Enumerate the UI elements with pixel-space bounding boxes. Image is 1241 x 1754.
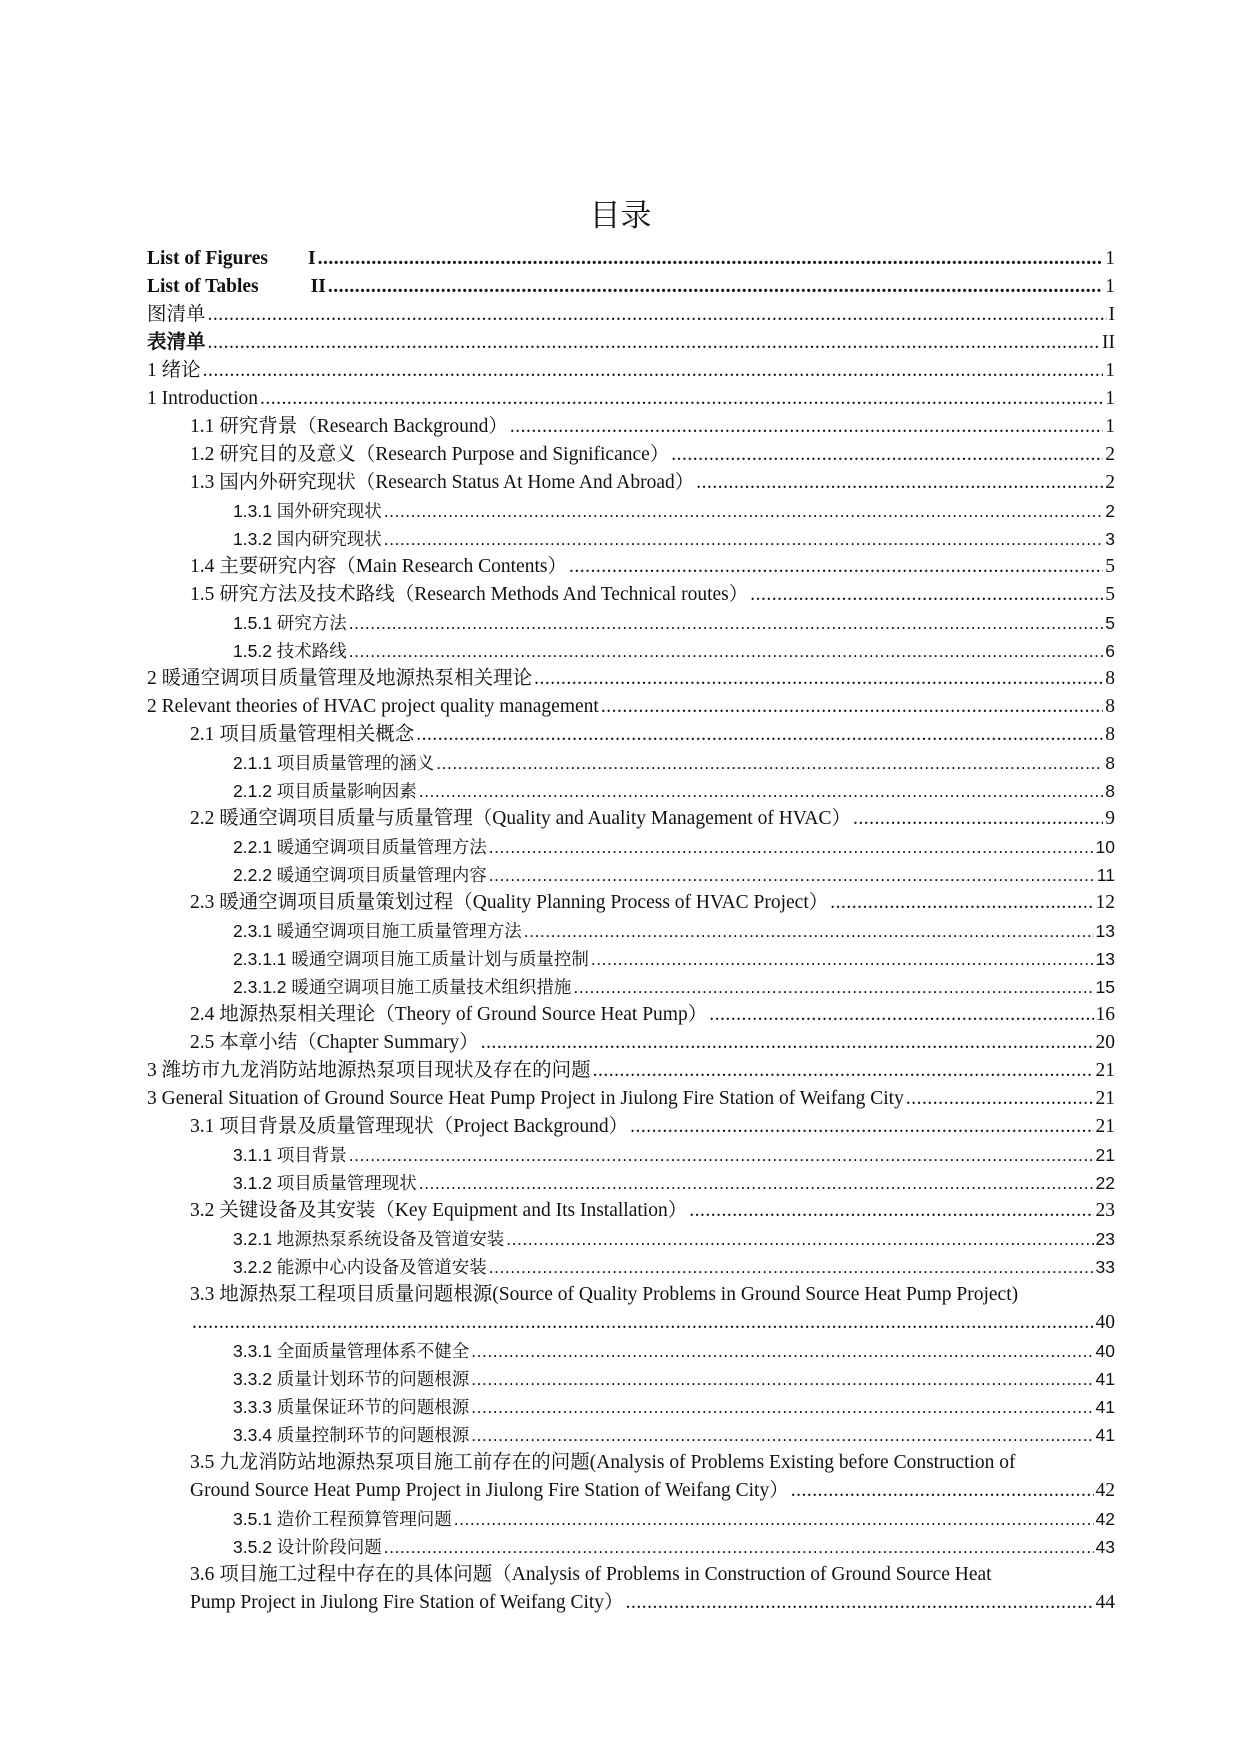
toc-entry-label: 1.5.1 研究方法 [233,613,347,633]
toc-dot-leader [510,413,1103,441]
toc-page-number: 21 [1095,1116,1115,1137]
toc-dot-leader [416,721,1103,749]
toc-entry-label: 3.1.2 项目质量管理现状 [233,1173,417,1193]
toc-entry[interactable] [147,609,1115,637]
toc-entry-label: 图清单 [147,304,206,325]
toc-page-number: 12 [1095,892,1115,913]
toc-dot-leader [489,1253,1094,1281]
toc-dot-leader [630,1113,1093,1141]
toc-entry-label: 3.1 项目背景及质量管理现状（Project Background） [190,1116,629,1137]
toc-entry[interactable] [147,329,1115,357]
toc-dot-leader [534,665,1103,693]
toc-page-number: 2 [1105,501,1115,521]
toc-entry[interactable] [147,833,1115,861]
toc-entry[interactable] [147,693,1115,721]
toc-dot-leader [906,1085,1094,1113]
toc-dot-leader [830,889,1093,917]
toc-entry-roman: I [307,248,316,269]
toc-entry-label: 3.2 关键设备及其安装（Key Equipment and Its Installation） [190,1200,688,1221]
toc-entry-label: 1.5 研究方法及技术路线（Research Methods And Technical routes） [190,584,749,605]
toc-entry[interactable] [147,1393,1115,1421]
toc-entry[interactable] [147,1001,1115,1029]
toc-dot-leader [349,609,1103,637]
toc-dot-leader [203,357,1104,385]
toc-entry-label: 2.2 暖通空调项目质量与质量管理（Quality and Auality Management of HVAC） [190,808,851,829]
toc-dot-leader [591,945,1094,973]
toc-page-number: 41 [1095,1425,1115,1445]
toc-entry-label: 1.5.2 技术路线 [233,641,347,661]
toc-entry-label: Pump Project in Jiulong Fire Station of Weifang City） [190,1592,624,1613]
toc-entry[interactable] [147,973,1115,1001]
page-title: 目录 [589,198,652,233]
toc-entry[interactable] [147,1169,1115,1197]
toc-dot-leader [471,1393,1093,1421]
toc-entry[interactable] [147,553,1115,581]
toc-entry[interactable] [147,805,1115,833]
toc-entry-label: 2.1.2 项目质量影响因素 [233,781,417,801]
toc-dot-leader [791,1477,1094,1505]
toc-page-number: 6 [1105,641,1115,661]
toc-page-number: 41 [1095,1369,1115,1389]
toc-page-number: 8 [1105,668,1115,689]
toc-dot-leader [384,1533,1094,1561]
toc-entry-label: 3 潍坊市九龙消防站地源热泵项目现状及存在的问题 [147,1060,591,1081]
toc-dot-leader [626,1589,1094,1617]
toc-entry[interactable] [147,301,1115,329]
toc-entry-label: 1.3.2 国内研究现状 [233,529,382,549]
toc-dot-leader [750,581,1103,609]
toc-dot-leader [208,301,1107,329]
toc-entry-label: Ground Source Heat Pump Project in Jiulong Fire Station of Weifang City） [190,1480,789,1501]
toc-page-number: 21 [1095,1145,1115,1165]
toc-entry[interactable] [147,1421,1115,1449]
toc-page-number: 1 [1105,276,1115,297]
toc-page-number: 40 [1095,1341,1115,1361]
toc-entry[interactable] [147,721,1115,749]
toc-entry-label: List of Figures [147,248,268,269]
toc-entry-label: 3.2.1 地源热泵系统设备及管道安装 [233,1229,505,1249]
toc-entry-label: 2.4 地源热泵相关理论（Theory of Ground Source Heat Pump） [190,1004,708,1025]
toc-page-number: 2 [1105,444,1115,465]
toc-entry-label: 2 暖通空调项目质量管理及地源热泵相关理论 [147,668,533,689]
toc-entry-label: 2.5 本章小结（Chapter Summary） [190,1032,479,1053]
toc-entry[interactable] [147,1029,1115,1057]
toc-page-number: 16 [1095,1004,1115,1025]
toc-page-number: 3 [1105,529,1115,549]
toc-entry-label: 3.5.2 设计阶段问题 [233,1537,382,1557]
toc-page-number: 42 [1095,1509,1115,1529]
toc-entry-label: 2.3.1 暖通空调项目施工质量管理方法 [233,921,522,941]
toc-entry[interactable] [147,357,1115,385]
toc-entry[interactable] [147,1085,1115,1113]
toc-page-number: 20 [1095,1032,1115,1053]
toc-page-number: 1 [1105,248,1115,269]
toc-page-number: 21 [1095,1088,1115,1109]
toc-entry[interactable] [147,469,1115,497]
toc-entry-label: 3.3.3 质量保证环节的问题根源 [233,1397,470,1417]
toc-dot-leader [524,917,1094,945]
toc-page-number: 10 [1095,837,1115,857]
toc-entry[interactable] [147,945,1115,973]
toc-entry-label: 2.2.1 暖通空调项目质量管理方法 [233,837,487,857]
toc-entry[interactable] [147,917,1115,945]
toc-page-number: 5 [1105,556,1115,577]
toc-entry[interactable] [147,1197,1115,1225]
toc-dot-leader [349,1141,1094,1169]
toc-entry[interactable] [147,637,1115,665]
toc-entry[interactable] [147,1505,1115,1533]
toc-entry[interactable] [147,1225,1115,1253]
toc-dot-leader [471,1421,1093,1449]
toc-page-number: 44 [1095,1592,1115,1613]
toc-dot-leader [384,497,1103,525]
toc-dot-leader [328,273,1103,301]
table-of-contents [147,245,1115,1617]
toc-page-number: 11 [1096,865,1115,885]
toc-entry[interactable] [147,777,1115,805]
toc-entry[interactable] [147,889,1115,917]
toc-entry[interactable] [147,1113,1115,1141]
toc-page-number: 41 [1095,1397,1115,1417]
toc-dot-leader [318,245,1104,273]
toc-page-number: 8 [1105,753,1115,773]
toc-dot-leader [471,1337,1093,1365]
toc-entry[interactable] [147,1253,1115,1281]
toc-entry-list-of-tables[interactable] [147,273,1115,301]
toc-page-number: 9 [1105,808,1115,829]
toc-entry-continuation[interactable] [147,1309,1115,1337]
toc-dot-leader [481,1029,1094,1057]
toc-entry-label: 1.1 研究背景（Research Background） [190,416,508,437]
toc-dot-leader [260,385,1103,413]
toc-page-number: 5 [1105,613,1115,633]
toc-entry[interactable] [147,385,1115,413]
toc-page-number: 5 [1105,584,1115,605]
toc-page-number: 40 [1095,1312,1115,1333]
toc-entry-label: 2.1 项目质量管理相关概念 [190,724,415,745]
toc-entry-label: 1.2 研究目的及意义（Research Purpose and Significance） [190,444,670,465]
toc-entry-continuation[interactable] [147,1589,1115,1617]
toc-page-number: 13 [1095,921,1115,941]
toc-dot-leader [671,441,1103,469]
toc-entry[interactable] [147,1141,1115,1169]
toc-dot-leader [709,1001,1093,1029]
toc-entry-list-of-figures[interactable] [147,245,1115,273]
toc-entry-label: 3.1.1 项目背景 [233,1145,347,1165]
toc-dot-leader [208,329,1100,357]
toc-entry[interactable] [147,1365,1115,1393]
toc-entry[interactable] [147,749,1115,777]
toc-dot-leader [593,1057,1094,1085]
toc-page-number: 13 [1095,949,1115,969]
toc-entry-roman: II [310,276,326,297]
toc-dot-leader [192,1309,1094,1337]
toc-entry-multiline[interactable] [147,1561,1115,1589]
toc-page-number: 23 [1095,1229,1115,1249]
toc-page-number: 8 [1105,781,1115,801]
toc-page-number: 22 [1095,1173,1115,1193]
toc-entry-continuation[interactable] [147,1477,1115,1505]
toc-page-number: 1 [1105,388,1115,409]
toc-dot-leader [696,469,1103,497]
toc-entry-label: 3.5 九龙消防站地源热泵项目施工前存在的问题(Analysis of Problems Existing before Construction of [190,1452,1016,1473]
toc-page-number: 1 [1105,360,1115,381]
toc-entry-label: 1.3.1 国外研究现状 [233,501,382,521]
toc-dot-leader [506,1225,1093,1253]
toc-dot-leader [569,553,1103,581]
toc-entry-label: 2.3 暖通空调项目质量策划过程（Quality Planning Process of HVAC Project） [190,892,829,913]
toc-entry-label: 1 绪论 [147,360,201,381]
toc-page-number: 2 [1105,472,1115,493]
toc-dot-leader [419,777,1103,805]
toc-page-number: 33 [1095,1257,1115,1277]
toc-page-number: 23 [1095,1200,1115,1221]
toc-entry[interactable] [147,413,1115,441]
toc-entry[interactable] [147,525,1115,553]
toc-page-number: 21 [1095,1060,1115,1081]
toc-entry[interactable] [147,581,1115,609]
toc-entry[interactable] [147,665,1115,693]
toc-entry-label: 3.6 项目施工过程中存在的具体问题（Analysis of Problems in Construction of Ground Source Heat [190,1564,992,1585]
toc-entry-label: 3.3 地源热泵工程项目质量问题根源(Source of Quality Problems in Ground Source Heat Pump Project) [190,1284,1019,1305]
toc-entry-multiline[interactable] [147,1449,1115,1477]
toc-page-number: 8 [1105,696,1115,717]
toc-page-number: 43 [1095,1537,1115,1557]
toc-entry-label: 1.3 国内外研究现状（Research Status At Home And Abroad） [190,472,695,493]
toc-entry-label: 2.3.1.2 暖通空调项目施工质量技术组织措施 [233,977,572,997]
toc-dot-leader [384,525,1103,553]
toc-entry-label: 表清单 [147,332,206,353]
toc-page-number: 1 [1105,416,1115,437]
toc-entry[interactable] [147,1533,1115,1561]
toc-entry-multiline[interactable] [147,1281,1115,1309]
toc-page-number: 42 [1095,1480,1115,1501]
toc-page-number: 8 [1105,724,1115,745]
toc-dot-leader [471,1365,1093,1393]
toc-entry-label: List of Tables [147,276,259,297]
toc-entry-label: 3.3.1 全面质量管理体系不健全 [233,1341,470,1361]
toc-entry-label: 2 Relevant theories of HVAC project quality management [147,696,599,717]
toc-entry-label: 3.3.2 质量计划环节的问题根源 [233,1369,470,1389]
toc-entry-label: 1.4 主要研究内容（Main Research Contents） [190,556,567,577]
toc-dot-leader [601,693,1103,721]
toc-entry-label: 2.3.1.1 暖通空调项目施工质量计划与质量控制 [233,949,589,969]
toc-entry-label: 3.5.1 造价工程预算管理问题 [233,1509,452,1529]
toc-entry-label: 2.2.2 暖通空调项目质量管理内容 [233,865,487,885]
toc-entry[interactable] [147,441,1115,469]
toc-entry-label: 3 General Situation of Ground Source Heat Pump Project in Jiulong Fire Station of Weifang City [147,1088,904,1109]
toc-dot-leader [489,861,1095,889]
toc-entry-label: 3.2.2 能源中心内设备及管道安装 [233,1257,487,1277]
toc-dot-leader [689,1197,1093,1225]
toc-entry-label: 3.3.4 质量控制环节的问题根源 [233,1425,470,1445]
toc-page-number: II [1102,332,1115,353]
toc-dot-leader [436,749,1103,777]
toc-entry-label: 2.1.1 项目质量管理的涵义 [233,753,435,773]
toc-dot-leader [349,637,1103,665]
toc-entry[interactable] [147,1057,1115,1085]
toc-dot-leader [853,805,1103,833]
toc-dot-leader [419,1169,1094,1197]
toc-dot-leader [489,833,1094,861]
toc-dot-leader [454,1505,1094,1533]
toc-entry[interactable] [147,497,1115,525]
toc-page-number: 15 [1095,977,1115,997]
toc-dot-leader [573,973,1093,1001]
toc-entry[interactable] [147,861,1115,889]
toc-entry[interactable] [147,1337,1115,1365]
toc-entry-label: 1 Introduction [147,388,259,409]
toc-page-number: I [1108,304,1115,325]
